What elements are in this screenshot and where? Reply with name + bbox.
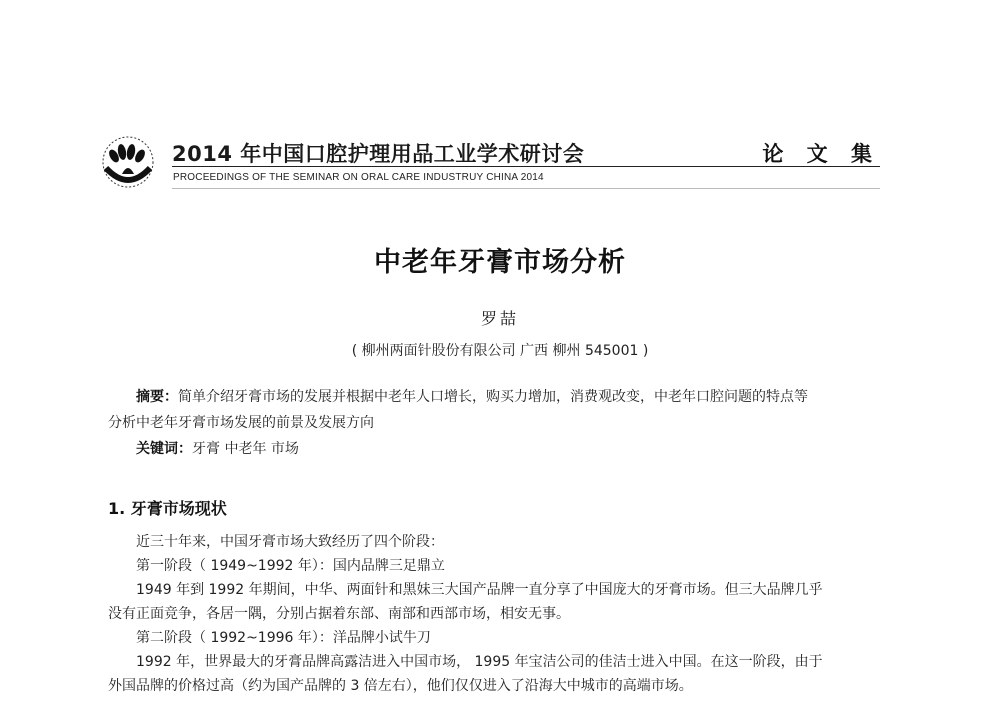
body-paragraph: 没有正面竞争，各居一隅，分别占据着东部、南部和西部市场，相安无事。	[108, 606, 570, 622]
body-paragraph: 第二阶段（ 1992~1996 年）：洋品牌小试牛刀	[136, 630, 431, 646]
abstract-line-1	[108, 384, 880, 410]
seminar-title: 2014 年中国口腔护理用品工业学术研讨会	[172, 142, 585, 166]
section-heading: 1. 牙膏市场现状	[108, 499, 227, 518]
body-paragraph: 近三十年来，中国牙膏市场大致经历了四个阶段：	[136, 534, 444, 550]
abstract-text-1: 简单介绍牙膏市场的发展并根据中老年人口增长，购买力增加，消费观改变，中老年口腔问题的特点等	[178, 389, 808, 405]
abstract-label: 摘要：	[136, 389, 178, 405]
author-affiliation: ( 柳州两面针股份有限公司 广西 柳州 545001 )	[351, 343, 649, 359]
seminar-emblem-icon	[100, 134, 156, 192]
keywords-line	[108, 436, 880, 462]
section-body	[108, 530, 880, 698]
body-paragraph: 外国品牌的价格过高（约为国产品牌的 3 倍左右），他们仅仅进入了沿海大中城市的高端市场。	[108, 678, 693, 694]
body-paragraph: 第一阶段（ 1949~1992 年）：国内品牌三足鼎立	[136, 558, 445, 574]
paper-title: 中老年牙膏市场分析	[374, 247, 626, 278]
proceedings-label: 论 文 集	[762, 141, 880, 166]
body-paragraph: 1949 年到 1992 年期间，中华、两面针和黑妹三大国产品牌一直分享了中国庞大的牙膏市场。但三大品牌几乎	[136, 582, 823, 598]
body-paragraph: 1992 年，世界最大的牙膏品牌高露洁进入中国市场， 1995 年宝洁公司的佳洁士进入中国。在这一阶段，由于	[136, 654, 823, 670]
abstract-block	[108, 384, 880, 462]
keywords-label: 关键词：	[136, 441, 192, 457]
author-name: 罗喆	[480, 309, 519, 328]
header-rule-thin	[172, 188, 880, 189]
seminar-subtitle: PROCEEDINGS OF THE SEMINAR ON ORAL CARE INDUSTRUY CHINA 2014	[173, 172, 544, 183]
keywords-text: 牙膏 中老年 市场	[192, 441, 299, 457]
abstract-line-2: 分析中老年牙膏市场发展的前景及发展方向	[108, 415, 374, 431]
